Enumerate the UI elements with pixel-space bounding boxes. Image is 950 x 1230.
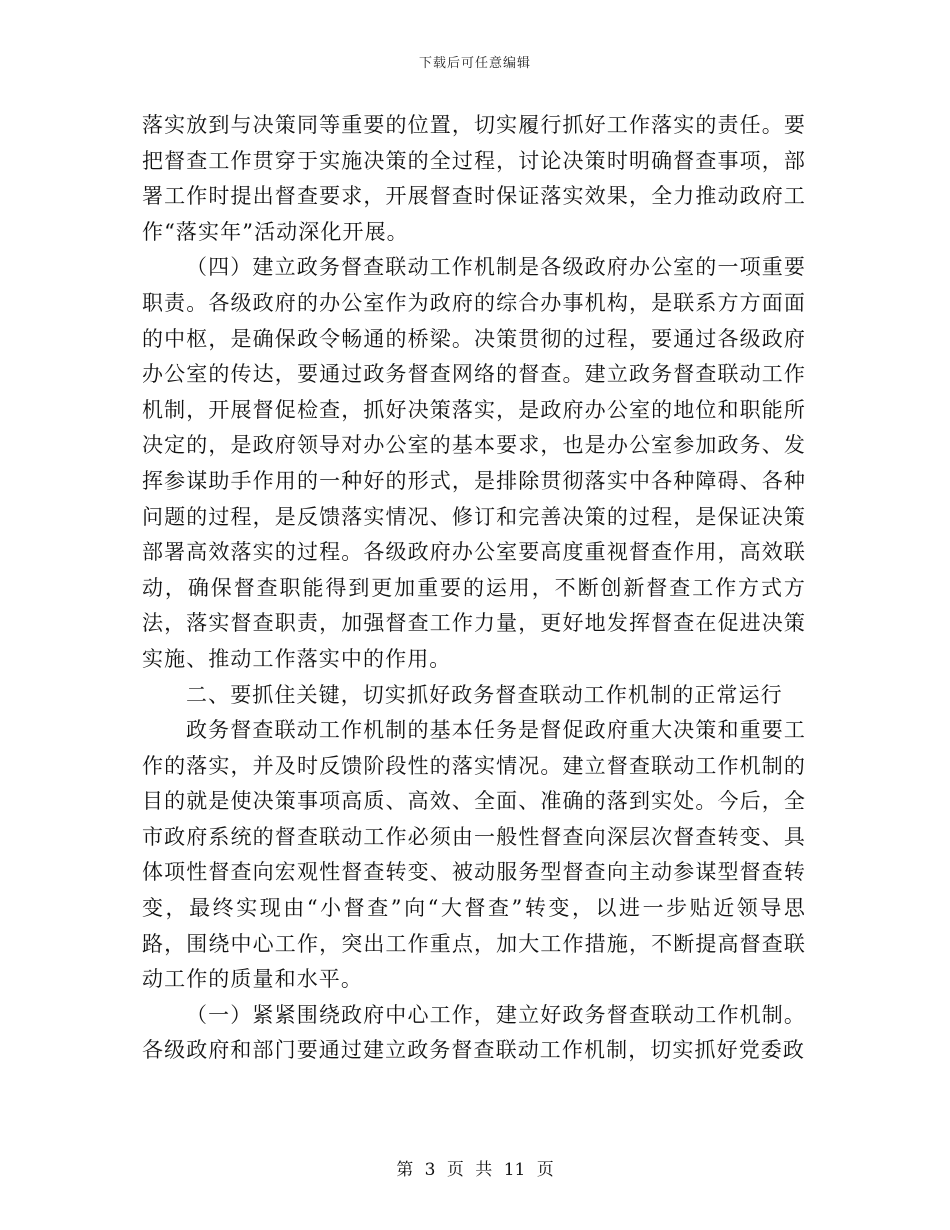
section-heading: 二、要抓住关键，切实抓好政务督查联动工作机制的正常运行 — [186, 682, 783, 707]
page-number: 第 3 页 共 11 页 — [396, 1160, 554, 1180]
page-header-note: 下载后可任意编辑 — [418, 56, 531, 71]
paragraph-3: 政务督查联动工作机制的基本任务是督促政府重大决策和重要工作的落实，并及时反馈阶段性的落实情况。建立督查联动工作机制的目的就是使决策事项高质、高效、全面、准确的落到实处。今后，全市政府系统的督查联动工作必须由一般性督查向深层次督查转变、具体项性督查向宏观性督查转变、被动服务型督查向主动参谋型督查转变，最终实现由“小督查”向“大督查”转变，以进一步贴近领导思路，围绕中心工作，突出工作重点，加大工作措施，不断提高督查联动工作的质量和水平。 — [142, 718, 806, 992]
paragraph-4: （一）紧紧围绕政府中心工作，建立好政务督查联动工作机制。各级政府和部门要通过建立政务督查联动工作机制，切实抓好党委政 — [142, 1002, 806, 1063]
document-body — [142, 108, 806, 1069]
paragraph-1: 落实放到与决策同等重要的位置，切实履行抓好工作落实的责任。要把督查工作贯穿于实施决策的全过程，讨论决策时明确督查事项，部署工作时提出督查要求，开展督查时保证落实效果，全力推动政府工作“落实年”活动深化开展。 — [142, 113, 806, 244]
paragraph-2: （四）建立政务督查联动工作机制是各级政府办公室的一项重要职责。各级政府的办公室作为政府的综合办事机构，是联系方方面面的中枢，是确保政令畅通的桥梁。决策贯彻的过程，要通过各级政府办公室的传达，要通过政务督查网络的督查。建立政务督查联动工作机制，开展督促检查，抓好决策落实，是政府办公室的地位和职能所决定的，是政府领导对办公室的基本要求，也是办公室参加政务、发挥参谋助手作用的一种好的形式，是排除贯彻落实中各种障碍、各种问题的过程，是反馈落实情况、修订和完善决策的过程，是保证决策部署高效落实的过程。各级政府办公室要高度重视督查作用，高效联动，确保督查职能得到更加重要的运用，不断创新督查工作方式方法，落实督查职责，加强督查工作力量，更好地发挥督查在促进决策实施、推动工作落实中的作用。 — [142, 255, 806, 671]
